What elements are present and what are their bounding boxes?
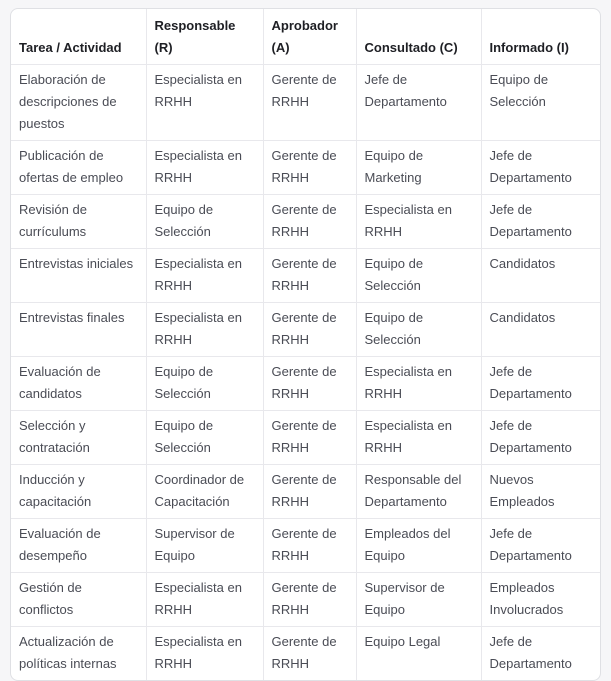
table-cell: Gerente de RRHH bbox=[263, 141, 356, 195]
column-header-tarea-actividad: Tarea / Actividad bbox=[19, 40, 122, 55]
table-row bbox=[11, 627, 600, 681]
table-row bbox=[11, 195, 600, 249]
task-cell: Evaluación de desempeño bbox=[11, 519, 146, 573]
table-cell: Equipo de Selección bbox=[356, 303, 481, 357]
task-cell: Gestión de conflictos bbox=[11, 573, 146, 627]
table-cell: Gerente de RRHH bbox=[263, 411, 356, 465]
table-cell: Especialista en RRHH bbox=[356, 411, 481, 465]
task-cell: Revisión de currículums bbox=[11, 195, 146, 249]
table-cell: Especialista en RRHH bbox=[356, 195, 481, 249]
table-row bbox=[11, 141, 600, 195]
table-row bbox=[11, 249, 600, 303]
column-header-informado: Informado (I) bbox=[481, 9, 600, 65]
task-cell: Selección y contratación bbox=[11, 411, 146, 465]
table-cell: Candidatos bbox=[481, 249, 600, 303]
table-cell: Especialista en RRHH bbox=[146, 627, 263, 681]
task-cell: Publicación de ofertas de empleo bbox=[11, 141, 146, 195]
table-cell: Equipo de Selección bbox=[146, 411, 263, 465]
table-cell: Candidatos bbox=[481, 303, 600, 357]
column-header-consultado: Consultado (C) bbox=[356, 9, 481, 65]
table-cell: Especialista en RRHH bbox=[146, 249, 263, 303]
table-cell: Jefe de Departamento bbox=[481, 357, 600, 411]
table-cell: Gerente de RRHH bbox=[263, 357, 356, 411]
table-cell: Gerente de RRHH bbox=[263, 303, 356, 357]
task-cell: Evaluación de candidatos bbox=[11, 357, 146, 411]
table-row bbox=[11, 303, 600, 357]
table-row bbox=[11, 465, 600, 519]
table-row bbox=[11, 65, 600, 141]
table-cell: Especialista en RRHH bbox=[356, 357, 481, 411]
table-cell: Equipo de Selección bbox=[481, 65, 600, 141]
table-row bbox=[11, 573, 600, 627]
table-cell: Equipo Legal bbox=[356, 627, 481, 681]
table-row bbox=[11, 357, 600, 411]
table-cell: Jefe de Departamento bbox=[481, 411, 600, 465]
table-cell: Nuevos Empleados bbox=[481, 465, 600, 519]
table-cell: Jefe de Departamento bbox=[481, 195, 600, 249]
table-cell: Jefe de Departamento bbox=[481, 141, 600, 195]
table-cell: Supervisor de Equipo bbox=[146, 519, 263, 573]
table-row bbox=[11, 411, 600, 465]
table-cell: Especialista en RRHH bbox=[146, 303, 263, 357]
table-cell: Jefe de Departamento bbox=[481, 627, 600, 681]
table-cell: Coordinador de Capacitación bbox=[146, 465, 263, 519]
raci-table bbox=[11, 9, 600, 680]
column-header-aprobador: Aprobador (A) bbox=[263, 9, 356, 65]
table-cell: Responsable del Departamento bbox=[356, 465, 481, 519]
table-cell: Gerente de RRHH bbox=[263, 465, 356, 519]
table-cell: Equipo de Marketing bbox=[356, 141, 481, 195]
table-cell: Especialista en RRHH bbox=[146, 573, 263, 627]
raci-table-container bbox=[10, 8, 601, 681]
table-cell: Gerente de RRHH bbox=[263, 249, 356, 303]
table-cell: Supervisor de Equipo bbox=[356, 573, 481, 627]
table-row bbox=[11, 519, 600, 573]
table-cell: Empleados Involucrados bbox=[481, 573, 600, 627]
table-header-row bbox=[11, 9, 600, 65]
table-cell: Jefe de Departamento bbox=[356, 65, 481, 141]
task-cell: Inducción y capacitación bbox=[11, 465, 146, 519]
table-body bbox=[11, 65, 600, 681]
task-cell: Elaboración de descripciones de puestos bbox=[11, 65, 146, 141]
table-cell: Gerente de RRHH bbox=[263, 519, 356, 573]
task-cell: Entrevistas finales bbox=[11, 303, 146, 357]
table-cell: Especialista en RRHH bbox=[146, 141, 263, 195]
table-cell: Gerente de RRHH bbox=[263, 195, 356, 249]
table-cell: Equipo de Selección bbox=[146, 195, 263, 249]
table-cell: Jefe de Departamento bbox=[481, 519, 600, 573]
table-cell: Gerente de RRHH bbox=[263, 65, 356, 141]
table-cell: Gerente de RRHH bbox=[263, 627, 356, 681]
table-cell: Gerente de RRHH bbox=[263, 573, 356, 627]
task-cell: Actualización de políticas internas bbox=[11, 627, 146, 681]
table-cell: Equipo de Selección bbox=[146, 357, 263, 411]
task-cell: Entrevistas iniciales bbox=[11, 249, 146, 303]
table-cell: Empleados del Equipo bbox=[356, 519, 481, 573]
column-header-responsable: Responsable (R) bbox=[146, 9, 263, 65]
table-cell: Equipo de Selección bbox=[356, 249, 481, 303]
table-cell: Especialista en RRHH bbox=[146, 65, 263, 141]
